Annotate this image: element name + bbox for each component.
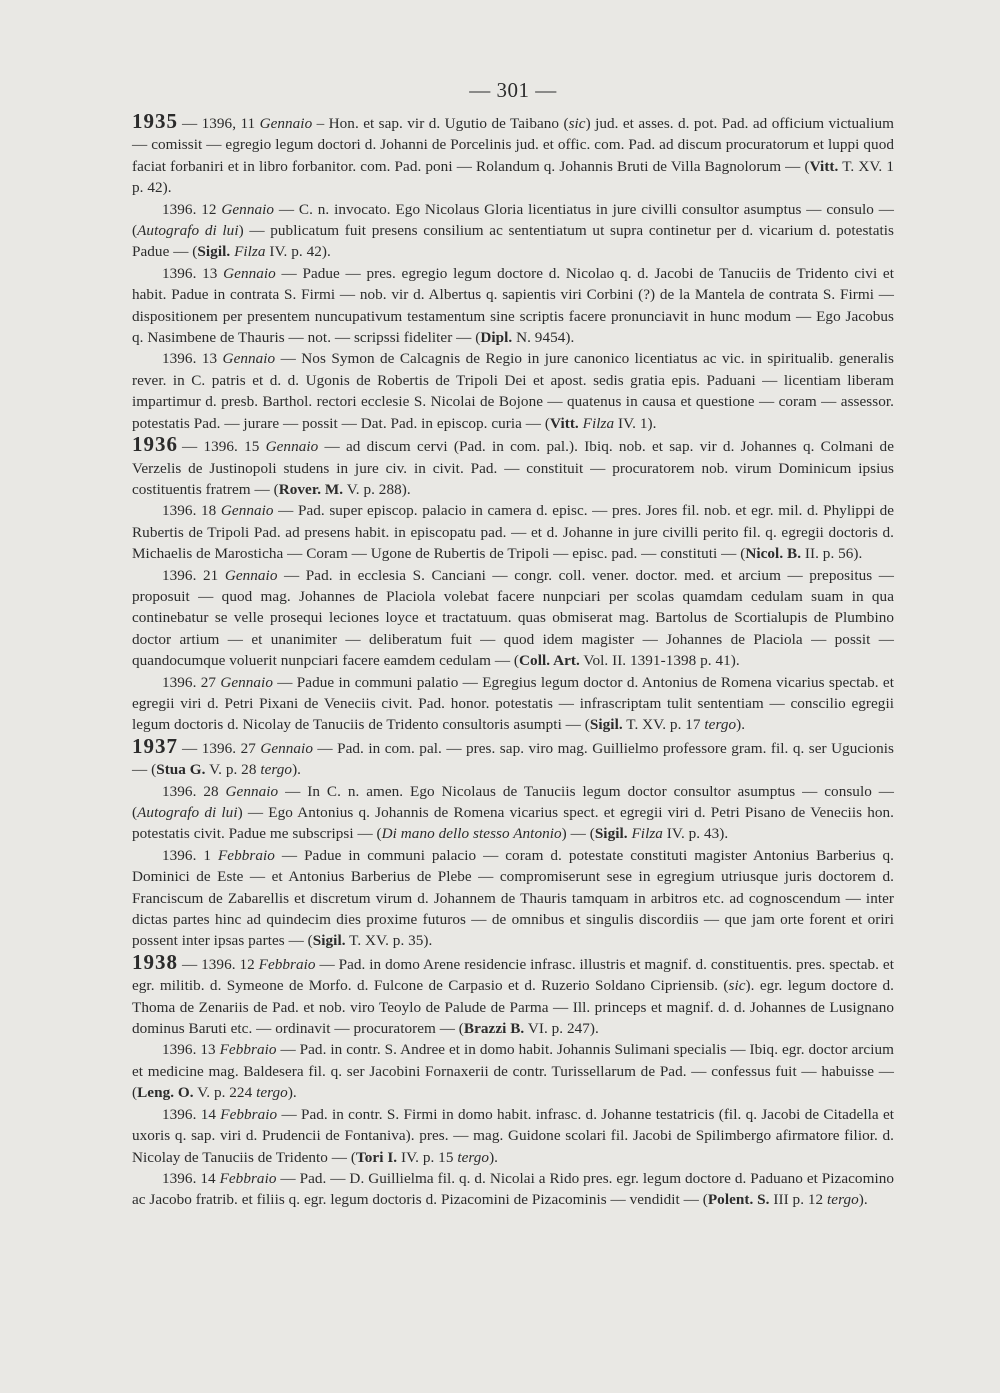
entry-paragraph: [132, 949, 895, 1040]
italic-text: Febbraio: [220, 1105, 278, 1123]
entry-text: — Pad. — D. Guillielma fil. q. d. Nicolai a Rido pres. egr. legum doctore d. Paduano et Pizacomino ac Jacobo fratrib. et filiis q. egr. legum doctoris d. Pizacomini de Pizacominis — vendidit — (: [132, 1169, 894, 1209]
italic-text: Gennaio: [265, 438, 319, 456]
entry-text: — Pad. in ecclesia S. Canciani — congr. coll. vener. doctor. med. et arcium — prepositus — proposuit — quod mag. Johannes de Placiola volebat facere nunpciari per scolas quamdam cedulam suam in qua continebatur se velle prosequi leciones loyce et tractatuum. quas obmiserat mag. Bartolus de Scortialupis de Plumbino doctor artium — et unanimiter — deliberatum fuit — quod idem magister — Johannes de Placiola — possit — quandocumque voluerit nunpciari facere eamdem cedulam — (: [132, 566, 894, 670]
entry-text: 1396. 14: [162, 1169, 220, 1187]
entry-text: 1396. 28: [162, 782, 226, 800]
italic-text: tergo: [260, 761, 293, 779]
italic-text: Filza: [582, 414, 615, 432]
entry-paragraph: [132, 1168, 894, 1211]
entry-text: — In C. n. amen. Ego Nicolaus de Tanuciis legum doctor consultor asumptus — consulo — (: [132, 782, 895, 821]
entry-text: — C. n. invocato. Ego Nicolaus Gloria licentiatus in jure civilli consultor asumptus — consulo — (: [132, 200, 894, 240]
entry-text: 1396. 13: [162, 264, 224, 282]
source-citation: Vitt.: [809, 157, 839, 175]
entry-text: 1396. 18: [162, 502, 221, 520]
source-citation: Dipl.: [480, 329, 513, 347]
entry-text: T. XV. p. 35).: [345, 932, 433, 950]
entry-text: — Padue — pres. egregio legum doctore d. Nicolao q. d. Jacobi de Tanuciis de Tridento civi et habit. Padue in contrata S. Firmi — nob. vir d. Albertus q. sapientis viri Corbini (?) de la Mantela de contrata S. Firmi — dispositionem per presentem nuncupativum testamentum sine scriptis facere pronunciavit in hunc modum — Ego Jacobus q. Nasimbene de Thauris — not. — scripssi fideliter — (: [132, 264, 894, 347]
italic-text: Gennaio: [260, 739, 313, 757]
entry-text: T. XV. p. 17: [622, 716, 705, 734]
entry-text: N. 9454).: [512, 329, 575, 347]
source-citation: Polent. S.: [707, 1191, 770, 1209]
entry-text: ) — (: [561, 825, 595, 843]
italic-text: Gennaio: [222, 350, 276, 368]
source-citation: Coll. Art.: [519, 652, 580, 670]
entry-paragraph: [132, 199, 894, 263]
source-citation: Nicol. B.: [745, 545, 802, 563]
entry-text: 1396. 14: [162, 1105, 221, 1123]
entry-paragraph: [132, 263, 894, 349]
entry-paragraph: [132, 348, 894, 434]
italic-text: tergo: [256, 1084, 288, 1102]
entry-text: V. p. 224: [193, 1084, 257, 1102]
source-citation: Vitt.: [549, 414, 579, 432]
entry-text: ).: [858, 1191, 868, 1209]
italic-text: tergo: [457, 1148, 490, 1166]
entry-text: ).: [287, 1084, 297, 1102]
entry-text: Vol. II. 1391-1398 p. 41).: [579, 652, 740, 670]
entry-paragraph: [132, 565, 894, 672]
entry-text: — Pad. in com. pal. — pres. sap. viro mag. Guillielmo professore gram. fil. q. ser Ugucionis — (: [132, 739, 894, 779]
entry-text: ) — Ego Antonius q. Johannis de Romena vicarius spect. et egregii viri d. Petri Pisano de Veneciis hon. potestatis civit. Padue me subscripsi — (: [132, 804, 895, 843]
italic-text: Gennaio: [223, 264, 276, 282]
entry-text: — Padue in communi palatio — Egregius legum doctor d. Antonius de Romena vicarius spectab. et egregii viri d. Petri Pixani de Veneciis civit. Pad. honor. potestatis — infrascriptam tulit sententiam — conscilio egregii legum doctoris d. Nicolay de Tanuciis de Tridento consultoris asumpti — (: [132, 673, 894, 734]
entry-text: — 1396. 15: [182, 438, 266, 456]
italic-text: sic: [728, 977, 746, 995]
italic-text: Gennaio: [224, 566, 278, 584]
entry-text: 1396. 27: [162, 673, 221, 691]
entry-text: — 1396. 27: [182, 739, 261, 757]
entry-text: — Pad. super episcop. palacio in camera d. episc. — pres. Jores fil. nob. et egr. mil. d. Phylippi de Rubertis de Tripoli Pad. ad presens habit. in episcopatu pad. — et d. Johanne in jure civilli perito fil. q. egregii doctoris d. Michaelis de Marosticha — Coram — Ugone de Rubertis de Tripoli — episc. pad. — constituti — (: [132, 502, 895, 563]
entry-text: — Pad. in contr. S. Andree et in domo habit. Johannis Sulimani specialis — Ibiq. egr. doctor arcium et medicine mag. Baldesera fil. q. ser Jacobini Fornaxerii de contr. Turissellarum de Pad. — confessus fuit — habuisse — (: [132, 1041, 894, 1102]
entry-text: — Pad. in domo Arene residencie infrasc. illustris et magnif. d. constituentis. pres. spectab. et egr. militib. d. Symeone de Morfo. d. Fulcone de Carpasio et d. Ruzerio Soldano Cipriensib. (: [132, 955, 894, 995]
entry-text: ).: [736, 716, 746, 734]
source-citation: Leng. O.: [137, 1084, 194, 1102]
italic-text: Gennaio: [220, 673, 273, 691]
italic-text: tergo: [827, 1191, 859, 1209]
entry-text: — Nos Symon de Calcagnis de Regio in jure canonico licentiatus ac vic. in spiritualib. generalis rever. in C. patris et d. d. Ugonis de Robertis de Tripoli Dei et apost. sedis gratia epis. Paduani — licentiam liberam impartimur d. presb. Barthol. rectori ecclesie S. Nicolai de Bojone — quatenus in causa et questione — coram — assessor. potestatis Pad. — jurare — possit — Dat. Pad. in episcop. curia — (: [132, 350, 894, 432]
entry-text: 1396. 12: [162, 200, 222, 218]
italic-text: Autografo di lui: [137, 222, 239, 240]
entry-text: — ad discum cervi (Pad. in com. pal.). Ibiq. nob. et sap. vir d. Johannes q. Colmani de Verzelis de Justinopoli studens in jure civ. in civit. Pad. — constituit — procuratorem nob. virum Dominicum ipsius costituentis fratrem — (: [132, 438, 894, 498]
italic-text: Gennaio: [220, 502, 274, 520]
italic-text: Febbraio: [219, 1041, 277, 1059]
entry-text: — Pad. in contr. S. Firmi in domo habit. infrasc. d. Johanne testatricis (fil. q. Jacobi de Citadella et uxoris q. sap. viri d. Prudencii de Fontaniva). pres. — mag. Guidone scolari fil. Jacobi de Spilimbergo afirmatore filior. d. Nicolay de Tanuciis de Tridento — (: [132, 1105, 895, 1166]
entry-paragraph: [132, 845, 894, 952]
entry-text: IV. 1).: [614, 414, 657, 432]
italic-text: Febbraio: [258, 955, 316, 973]
italic-text: Filza: [631, 825, 663, 843]
source-citation: Sigil.: [312, 932, 346, 950]
entry-text: ).: [489, 1148, 499, 1166]
source-citation: Rover. M.: [278, 480, 344, 498]
entry-paragraph: [132, 733, 894, 781]
document-number: 1938: [132, 949, 178, 974]
entry-text: — 1396. 12: [182, 955, 259, 973]
entry-text: ). egr. legum doctore d. Thoma de Zenariis de Pad. et nob. viro Teoylo de Palude de Parma — Ill. princeps et magnif. d. d. Johannes de Lusignano dominus Baruti etc. — ordinavit — procuratorem — (: [132, 977, 895, 1038]
entry-text: IV. p. 15: [397, 1148, 458, 1166]
document-number: 1937: [132, 733, 178, 758]
entry-paragraph: [132, 672, 894, 736]
entries-list: [132, 111, 894, 1211]
italic-text: Gennaio: [259, 115, 313, 132]
entry-text: IV. p. 42).: [265, 243, 331, 261]
entry-text: – Hon. et sap. vir d. Ugutio de Taibano (: [312, 115, 569, 132]
entry-paragraph: [132, 781, 894, 845]
source-citation: Brazzi B.: [463, 1020, 525, 1038]
entry-text: ) — publicatum fuit presens consilium ac sententiatum ut supra continetur per d. vicarium d. potestatis Padue — (: [132, 222, 894, 261]
entry-text: VI. p. 247).: [524, 1020, 599, 1038]
source-citation: Sigil.: [589, 716, 623, 734]
entry-text: IV. p. 43).: [662, 825, 729, 843]
entry-text: III p. 12: [769, 1191, 828, 1209]
source-citation: Sigil.: [197, 243, 231, 261]
entry-text: — 1396, 11: [182, 115, 260, 132]
document-number: 1935: [132, 109, 178, 133]
entry-text: 1396. 13: [162, 350, 223, 368]
entry-paragraph: [132, 434, 894, 500]
entry-paragraph: [132, 1039, 894, 1103]
entry-text: T. XV. 1 p. 42).: [132, 157, 895, 197]
entry-text: 1396. 21: [162, 566, 225, 584]
source-citation: Sigil.: [594, 825, 628, 843]
italic-text: Filza: [234, 243, 266, 261]
entry-paragraph: [132, 500, 894, 564]
italic-text: Gennaio: [225, 782, 279, 800]
italic-text: Gennaio: [221, 200, 275, 218]
entry-text: V. p. 28: [205, 761, 261, 779]
entry-text: 1396. 1: [162, 846, 218, 864]
entry-text: II. p. 56).: [801, 545, 863, 563]
italic-text: Autografo di lui: [137, 804, 238, 821]
entry-paragraph: [132, 111, 894, 199]
entry-text: ) jud. et asses. d. pot. Pad. ad officium victualium — comissit — egregio legum doctori d. Johanni de Porcelinis jud. et offic. com. Pad. ad discum procuratorum et luppi quod faciat forbaniri et in libro forbanitor. com. Pad. poni — Rolandum q. Johannis Bruti de Villa Bagnolorum — (: [132, 115, 894, 175]
entry-text: ).: [292, 761, 302, 779]
document-number: 1936: [132, 432, 178, 457]
entry-text: V. p. 288).: [343, 480, 411, 498]
italic-text: Febbraio: [219, 1169, 277, 1187]
italic-text: sic: [568, 115, 586, 132]
entry-text: — Padue in communi palacio — coram d. potestate constituti magister Antonius Barberius q. Dominici de Este — et Antonius Barberius de Plebe — compromiserunt sese in egregium utriusque juris doctorem d. Franciscum de Zabarellis et discretum virum d. Johannem de Thauris tamquam in arbitros etc. ad cognoscendum — inter dictas partes hinc ad quindecim dies proxime futuros — de omnibus et singulis discordiis — que jam orte forent et oriri possent inter ipsas partes — (: [132, 846, 895, 950]
source-citation: Stua G.: [156, 761, 206, 779]
entry-paragraph: [132, 1104, 894, 1168]
italic-text: Di mano dello stesso Antonio: [381, 825, 562, 843]
page-number: — 301 —: [469, 78, 557, 102]
italic-text: Febbraio: [217, 846, 275, 864]
entry-text: 1396. 13: [162, 1041, 220, 1059]
italic-text: tergo: [704, 716, 737, 734]
source-citation: Tori I.: [355, 1148, 398, 1166]
